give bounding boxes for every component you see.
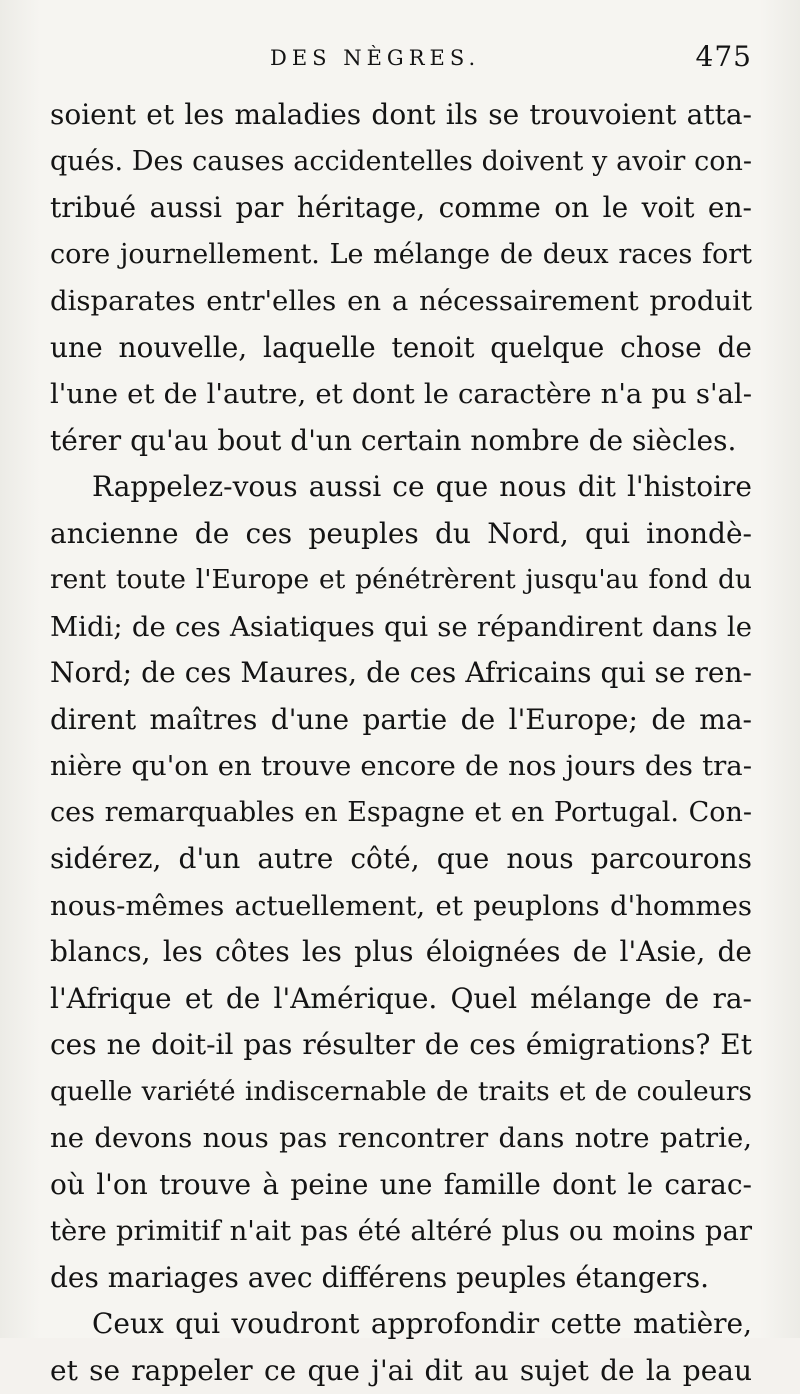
text-line: et se rappeler ce que j'ai dit au sujet de la peau — [50, 1348, 752, 1394]
text-line: nous-mêmes actuellement, et peuplons d'hommes — [50, 883, 752, 930]
text-line: sidérez, d'un autre côté, que nous parcourons — [50, 836, 752, 883]
text-line: soient et les maladies dont ils se trouvoient atta- — [50, 92, 752, 139]
text-line: tribué aussi par héritage, comme on le voit en- — [50, 185, 752, 232]
text-line: où l'on trouve à peine une famille dont le carac- — [50, 1162, 752, 1209]
text-line: tère primitif n'ait pas été altéré plus ou moins par — [50, 1208, 752, 1255]
text-line: nière qu'on en trouve encore de nos jours des tra- — [50, 743, 752, 790]
text-line: dirent maîtres d'une partie de l'Europe; de ma- — [50, 697, 752, 744]
text-line: térer qu'au bout d'un certain nombre de siècles. — [50, 418, 752, 465]
text-line: disparates entr'elles en a nécessairement produit — [50, 278, 752, 325]
text-line: rent toute l'Europe et pénétrèrent jusqu'au fond du — [50, 557, 752, 604]
text-line: l'une et de l'autre, et dont le caractère n'a pu s'al- — [50, 371, 752, 418]
text-line: ces ne doit-il pas résulter de ces émigrations? Et — [50, 1022, 752, 1069]
body-text — [50, 92, 752, 1394]
text-line: quelle variété indiscernable de traits et de couleurs — [50, 1069, 752, 1116]
text-line: ne devons nous pas rencontrer dans notre patrie, — [50, 1115, 752, 1162]
paragraph — [50, 1301, 752, 1394]
text-line: Nord; de ces Maures, de ces Africains qui se ren- — [50, 650, 752, 697]
text-line: qués. Des causes accidentelles doivent y avoir con- — [50, 139, 752, 186]
page-header — [50, 38, 752, 82]
text-line: Midi; de ces Asiatiques qui se répandirent dans le — [50, 604, 752, 651]
text-line: l'Afrique et de l'Amérique. Quel mélange de ra- — [50, 976, 752, 1023]
text-line: Ceux qui voudront approfondir cette matière, — [50, 1301, 752, 1348]
text-line: une nouvelle, laquelle tenoit quelque chose de — [50, 325, 752, 372]
text-line: ancienne de ces peuples du Nord, qui inondè- — [50, 511, 752, 558]
text-line: core journellement. Le mélange de deux races fort — [50, 232, 752, 279]
text-line: ces remarquables en Espagne et en Portugal. Con- — [50, 790, 752, 837]
paragraph — [50, 464, 752, 1301]
text-line: des mariages avec différens peuples étangers. — [50, 1255, 752, 1302]
paragraph — [50, 92, 752, 464]
page-number: 475 — [696, 40, 752, 73]
running-head: DES NÈGRES. — [270, 46, 480, 70]
text-line: Rappelez-vous aussi ce que nous dit l'histoire — [50, 464, 752, 511]
text-line: blancs, les côtes les plus éloignées de l'Asie, de — [50, 929, 752, 976]
